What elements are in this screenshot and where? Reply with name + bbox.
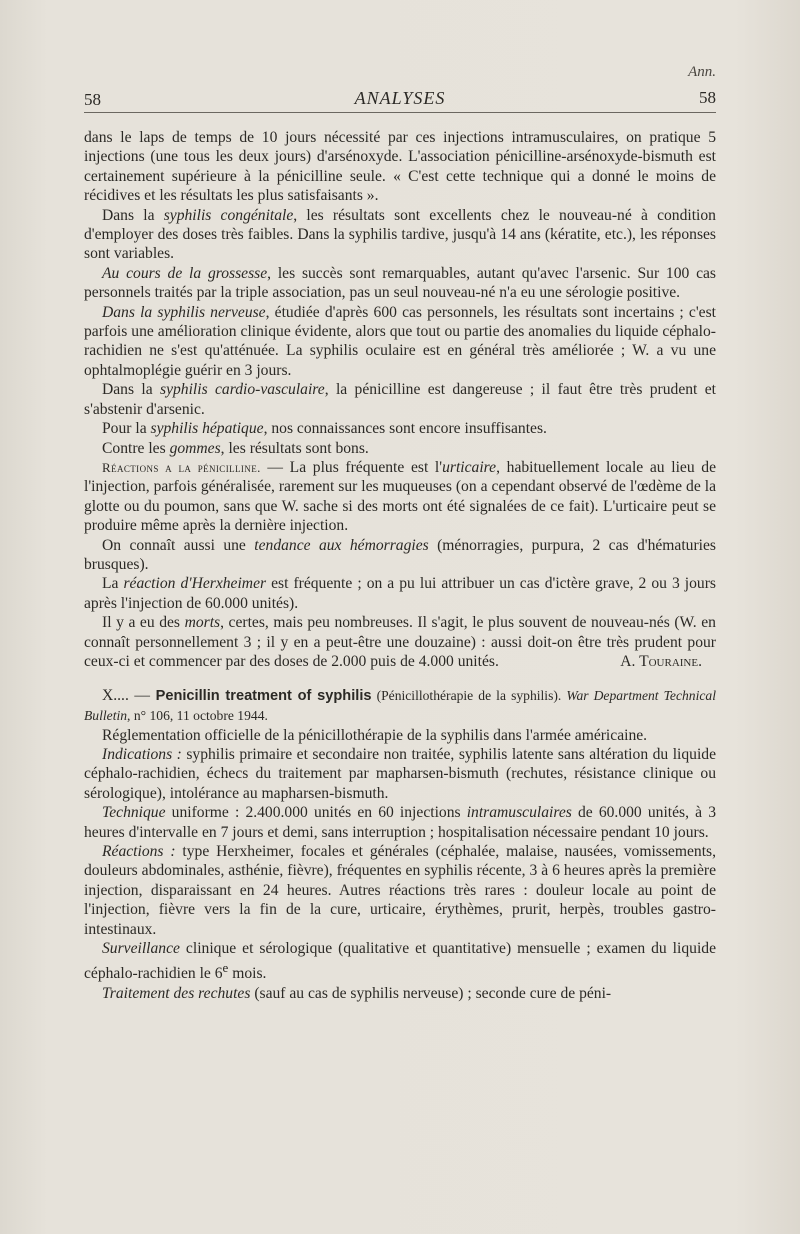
page-number-right: 58 (699, 88, 716, 107)
paragraph: Dans la syphilis congénitale, les résultats sont excellents chez le nouveau-né à condition d'employer des doses très faibles. Dans la syphilis tardive, jusqu'à 14 ans (kératite, etc.), les réponses sont variables. (84, 206, 716, 263)
paragraph: Pour la syphilis hépatique, nos connaissances sont encore insuffisantes. (102, 420, 547, 438)
page-number-left: 58 (84, 90, 101, 109)
paragraph: Réglementation officielle de la pénicillothérapie de la syphilis dans l'armée américaine. (102, 726, 648, 744)
paragraph: La réaction d'Herxheimer est fréquente ; on a pu lui attribuer un cas d'ictère grave, 2 ou 3 jours après l'injection de 60.000 unités). (84, 575, 716, 612)
paragraph: Surveillance clinique et sérologique (qualitative et quantitative) mensuelle ; examen du liquide céphalo-rachidien le 6e mois. (84, 940, 716, 983)
article-citation: X.... — Penicillin treatment of syphilis (Pénicillothérapie de la syphilis). War Department Technical Bulletin, n° 106, 11 octobre 1944. (84, 686, 716, 724)
paragraph: On connaît aussi une tendance aux hémorragies (ménorragies, purpura, 2 cas d'hématuries brusques). (84, 536, 716, 573)
margin-note: Ann. (688, 64, 716, 80)
paragraph: Il y a eu des morts, certes, mais peu nombreuses. Il s'agit, le plus souvent de nouveau-nés (W. en connaît personnellement 3 ; il y en a peut-être une douzaine) : aussi doit-on être très prudent pour ceux-ci et commencer par des doses de 2.000 puis de 4.000 unités. A. Touraine. (84, 614, 716, 671)
paragraph: Réactions a la pénicilline. — La plus fréquente est l'urticaire, habituellement locale au lieu de l'injection, parfois généralisée, rarement sur les muqueuses (on a cependant observé de l'œdème de la glotte ou du poumon, sans que W. sache si des morts ont été signalées de ce fait). L'urticaire peut se produire même après la dernière injection. (84, 458, 716, 535)
section-heading: Réactions a la pénicilline. (102, 459, 261, 475)
paragraph: Technique uniforme : 2.400.000 unités en 60 injections intramusculaires de 60.000 unités, à 3 heures d'intervalle en 7 jours et demi, sans interruption ; hospitalisation nécessaire pendant 10 jours. (84, 804, 716, 841)
paragraph: dans le laps de temps de 10 jours nécessité par ces injections intramusculaires, on pratique 5 injections (une tous les deux jours) d'arsénoxyde. L'association pénicilline-arsénoxyde-bismuth est certainement supérieure à la pénicilline seule. « C'est cette technique qui a donné le moins de récidives et les résultats les plus satisfaisants ». (84, 129, 716, 205)
article-body (84, 128, 716, 1003)
paragraph: Indications : syphilis primaire et secondaire non traitée, syphilis latente sans altération du liquide céphalo-rachidien, échecs du traitement par mapharsen-bismuth (rechutes, résistance clinique ou sérologique), intolérance au mapharsen-bismuth. (84, 746, 716, 802)
running-title: ANALYSES (354, 88, 446, 108)
paragraph: Dans la syphilis nerveuse, étudiée d'après 600 cas personnels, les résultats sont incertains ; c'est parfois une amélioration clinique évidente, alors que tout ou partie des anomalies du liquide céphalo-rachidien ne s'est qu'atténuée. La syphilis oculaire est en général très améliorée ; W. a vu une ophtalmoplégie guérir en 3 jours. (84, 303, 716, 379)
paragraph: Au cours de la grossesse, les succès sont remarquables, autant qu'avec l'arsenic. Sur 100 cas personnels traités par la triple association, pas un seul nouveau-né n'a eu une sérologie positive. (84, 264, 716, 302)
article-title: Penicillin treatment of syphilis (155, 687, 372, 704)
author-signature: A. Touraine. (620, 653, 702, 671)
paragraph: Dans la syphilis cardio-vasculaire, la pénicilline est dangereuse ; il faut être très prudent et s'abstenir d'arsenic. (84, 381, 716, 418)
paragraph: Traitement des rechutes (sauf au cas de syphilis nerveuse) ; seconde cure de péni- (102, 985, 612, 1003)
paragraph: Réactions : type Herxheimer, focales et générales (céphalée, malaise, nausées, vomissements, douleurs abdominales, asthénie, fièvre), fréquentes en syphilis récente, 3 à 6 heures après la première injection, disparaissant en 24 heures. Autres réactions très rares : douleur locale au point de l'injection, fièvre vers la fin de la cure, urticaire, érythèmes, prurit, herpès, troubles gastro-intestinaux. (84, 843, 716, 938)
paragraph: Contre les gommes, les résultats sont bons. (102, 439, 369, 457)
running-header (84, 82, 716, 113)
